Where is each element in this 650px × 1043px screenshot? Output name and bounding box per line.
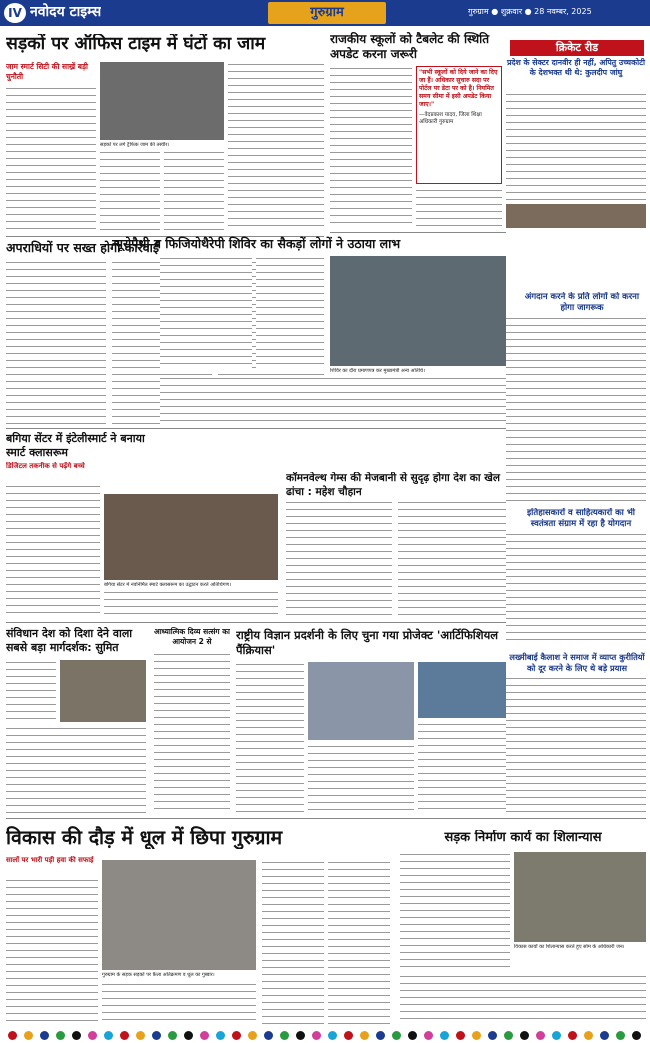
road-headline: सड़क निर्माण कार्य का शिलान्यास	[444, 830, 602, 845]
footer-registration-marks	[0, 1028, 650, 1043]
science-body-col1	[236, 662, 304, 814]
lead-body-col4	[228, 62, 324, 232]
commonwealth-headline: कॉमनवेल्थ गेम्स की मेजबानी से सुदृढ़ होगा देश का खेल ढांचा : महेश चौहान	[286, 472, 500, 498]
registration-dot	[472, 1031, 481, 1040]
registration-dot	[104, 1031, 113, 1040]
neuro-headline: न्यूरोपैथी व फिजियोथैरेपी शिविर का सैकड़ों लोगों ने उठाया लाभ	[112, 236, 401, 251]
science-body-col2	[308, 744, 414, 814]
neuro-body-col1	[160, 256, 252, 368]
neuro-body-col2	[256, 256, 324, 368]
cricket-photo	[506, 204, 646, 228]
neuro-caption: शिविर का दौरा प्रमाणपत्र कर मुख्यमंत्री अन्य अतिथि।	[330, 368, 426, 374]
cricket-tag: क्रिकेट रीड	[510, 40, 644, 56]
registration-dot	[40, 1031, 49, 1040]
registration-dot	[488, 1031, 497, 1040]
school-quote: "सभी स्कूलों को दिये जाने का दिए जा हैं। अधिकार सुचारु सदा पर पोर्टल पर डेटा पर को है। नियमित समय सीमा में इसी अपडेट किया जाए।"	[419, 69, 498, 108]
lead-subhead-box	[6, 62, 96, 84]
smart-class-photo	[104, 494, 278, 580]
constitution-headline: संविधान देश को दिशा देने वाला सबसे बड़ा मार्गदर्शक: सुमित	[6, 627, 133, 654]
divider	[6, 428, 506, 429]
history-body	[506, 532, 646, 640]
school-body-col2	[416, 188, 502, 228]
divider	[330, 232, 506, 233]
registration-dot	[504, 1031, 513, 1040]
road-body-col1	[400, 852, 510, 970]
lead-caption: सड़कों पर लगे ट्रैफिक जाम की तस्वीर।	[100, 142, 170, 148]
smart-class-caption: बगिया सेंटर में नवनिर्मित स्मार्ट क्लासरूम का उद्घाटन करते अतिथिगण।	[104, 582, 232, 588]
registration-dot	[296, 1031, 305, 1040]
registration-dot	[328, 1031, 337, 1040]
registration-dot	[568, 1031, 577, 1040]
divider	[6, 622, 506, 623]
cricket-headline: प्रदेश के सेक्टर दानवीर ही नहीं, अपितु उच्चकोटी के देशभक्त थी थे: कुलदीप जांघु	[506, 58, 646, 77]
registration-dot	[24, 1031, 33, 1040]
registration-dot	[120, 1031, 129, 1040]
registration-dot	[264, 1031, 273, 1040]
registration-dot	[376, 1031, 385, 1040]
school-headline: राजकीय स्कूलों को टैबलेट की स्थिति अपडेट करना जरूरी	[330, 32, 490, 61]
smart-class-body-col2	[104, 590, 278, 616]
road-caption: विकास कार्यों का शिलान्यास करते हुए सोम के अधिकारी जन।	[514, 944, 625, 950]
constitution-photo	[60, 660, 146, 722]
road-photo	[514, 852, 646, 942]
paper-name: नवोदय टाइम्स	[30, 4, 102, 20]
registration-dot	[360, 1031, 369, 1040]
registration-dot	[408, 1031, 417, 1040]
commonwealth-body-col1	[286, 500, 392, 616]
development-subhead: सालों पर भारी पड़ी हवा की सफाई	[6, 856, 94, 864]
registration-dot	[536, 1031, 545, 1040]
registration-dot	[168, 1031, 177, 1040]
lead-body-col2	[100, 150, 160, 232]
divider	[6, 818, 646, 819]
registration-dot	[184, 1031, 193, 1040]
organ-body	[506, 316, 646, 502]
section-title: गुरुग्राम	[268, 2, 386, 24]
science-headline: राष्ट्रीय विज्ञान प्रदर्शनी के लिए चुना गया प्रोजेक्ट 'आर्टिफिशियल पैंक्रियास'	[236, 628, 499, 657]
lead-body-col1	[6, 86, 96, 232]
science-body-col3	[418, 722, 506, 814]
school-body-col1	[330, 66, 412, 228]
development-photo	[102, 860, 256, 970]
dateline: गुरुग्राम ● शुक्रवार ● 28 नवम्बर, 2025	[468, 7, 592, 16]
lead-body-col3	[164, 150, 224, 232]
registration-dot	[552, 1031, 561, 1040]
registration-dot	[232, 1031, 241, 1040]
page-number: IV	[4, 3, 26, 23]
registration-dot	[392, 1031, 401, 1040]
registration-dot	[440, 1031, 449, 1040]
development-body-col3	[262, 860, 324, 1024]
registration-dot	[312, 1031, 321, 1040]
organ-headline: अंगदान करने के प्रति लोगों को करना होगा जागरूक	[524, 292, 640, 313]
development-body-col4	[328, 860, 390, 1024]
constitution-body-col1	[6, 660, 56, 722]
school-quote-author: —वेदप्रकाश यादव, जिला शिक्षा अधिकारी गुरुग्राम	[419, 112, 482, 125]
lead-headline: सड़कों पर ऑफिस टाइम में घंटों का जाम	[6, 34, 266, 54]
crime-headline: अपराधियों पर सख्त होगी कार्रवाई	[6, 240, 160, 255]
history-headline: इतिहासकारों व साहित्यकारों का भी स्वतंत्रता संग्राम में रहा है योगदान	[526, 508, 636, 529]
neuro-photo	[330, 256, 506, 366]
registration-dot	[152, 1031, 161, 1040]
registration-dot	[520, 1031, 529, 1040]
development-caption: गुरुग्राम के सड़क सड़कों पर फ़ैला अतिक्रमण व धूल का गुब्बार।	[102, 972, 215, 978]
registration-dot	[8, 1031, 17, 1040]
crime-body-col1	[6, 260, 106, 424]
commonwealth-body-col2	[398, 500, 506, 616]
registration-dot	[136, 1031, 145, 1040]
lakhmi-body	[506, 676, 646, 814]
registration-dot	[72, 1031, 81, 1040]
spiritual-headline: आध्यात्मिक दिव्य सत्संग का आयोजन 2 से	[154, 627, 230, 646]
road-body-col2	[400, 974, 646, 1024]
development-body-col2	[102, 982, 256, 1024]
spiritual-body	[154, 652, 230, 814]
registration-dot	[584, 1031, 593, 1040]
registration-dot	[600, 1031, 609, 1040]
registration-dot	[424, 1031, 433, 1040]
neuro-body-bottom	[160, 376, 506, 424]
school-quote-box	[416, 66, 502, 184]
smart-class-headline: बगिया सेंटर में इंटेलीस्मार्ट ने बनाया स्मार्ट क्लासरूम	[6, 432, 145, 459]
registration-dot	[456, 1031, 465, 1040]
lakhmi-headline: लख्मीबाई कैलाश ने समाज में व्याप्त कुरीतियों को दूर करने के लिए थे बड़े प्रयास	[509, 652, 645, 673]
science-photo	[308, 662, 414, 740]
registration-dot	[88, 1031, 97, 1040]
masthead-strip	[0, 0, 650, 26]
registration-dot	[632, 1031, 641, 1040]
registration-dot	[56, 1031, 65, 1040]
registration-dot	[216, 1031, 225, 1040]
lead-photo	[100, 62, 224, 140]
smart-class-body-col1	[6, 484, 100, 616]
smart-class-subhead: डिजिटल तकनीक से पढ़ेंगे बच्चे	[6, 462, 85, 470]
registration-dot	[616, 1031, 625, 1040]
registration-dot	[200, 1031, 209, 1040]
lead-subhead: जाम स्मार्ट सिटी की साख्रें बड़ी चुनौती	[6, 62, 89, 81]
constitution-body-col2	[6, 726, 146, 814]
registration-dot	[344, 1031, 353, 1040]
cricket-body	[506, 92, 646, 202]
development-headline: विकास की दौड़ में धूल में छिपा गुरुग्राम	[6, 826, 283, 849]
registration-dot	[248, 1031, 257, 1040]
development-body-col1	[6, 878, 98, 1024]
science-photo-2	[418, 662, 506, 718]
registration-dot	[280, 1031, 289, 1040]
